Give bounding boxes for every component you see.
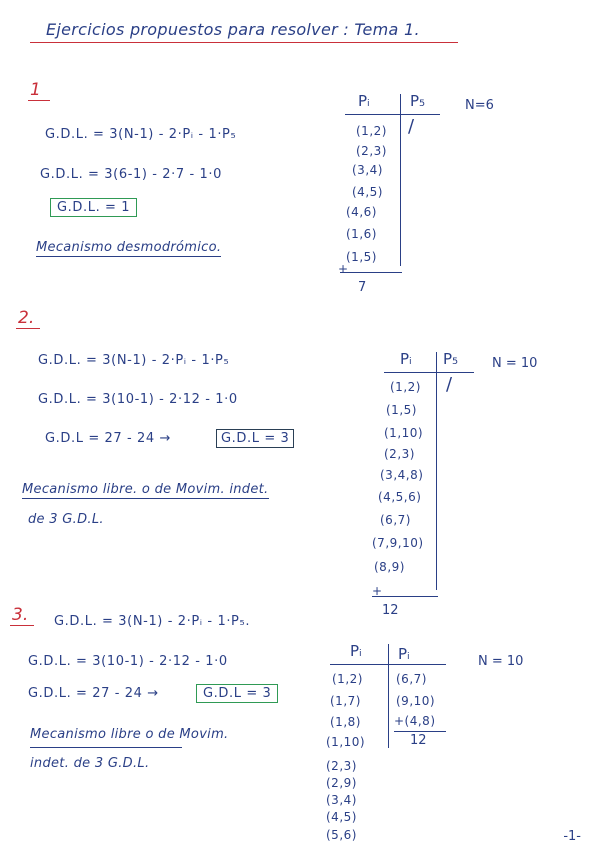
exercise-1-pi-header: Pᵢ [358,92,370,110]
exercise-1-header-rule [345,114,440,115]
exercise-2-pair: (1,5) [386,403,417,417]
exercise-1-pair: (3,4) [352,163,383,177]
exercise-1-number-underline [28,100,50,101]
exercise-2-pair: (6,7) [380,513,411,527]
exercise-2-pair: (4,5,6) [378,490,422,504]
exercise-2-result-box: G.D.L = 3 [216,429,294,448]
exercise-1-number: 1 [30,80,41,100]
page-title: Ejercicios propuestos para resolver : Tema 1. [46,20,420,39]
exercise-3-pair: (1,10) [326,735,366,749]
exercise-2-column-divider [436,352,437,590]
exercise-3-pair: (1,2) [332,672,363,686]
exercise-2-pair: (1,10) [384,426,424,440]
exercise-2-conclusion [22,482,269,497]
exercise-2-ps-mark: / [446,374,453,395]
exercise-1-total: 7 [358,280,367,295]
exercise-1-pair: (2,3) [356,144,387,158]
exercise-3-number-underline [10,625,34,626]
exercise-3-total: 12 [410,733,427,748]
exercise-2-pair: (2,3) [384,447,415,461]
exercise-2-pi-header: Pᵢ [400,350,412,368]
exercise-2-pair: (3,4,8) [380,468,424,482]
exercise-3-result-box: G.D.L = 3 [196,684,278,703]
exercise-3-formula: G.D.L. = 3(N-1) - 2·Pᵢ - 1·P₅. [54,614,251,629]
exercise-2-plus-sign: + [372,584,383,598]
exercise-1-ps-mark: / [408,116,415,137]
exercise-3-pair: (1,8) [330,715,361,729]
exercise-2-conclusion-line-2: de 3 G.D.L. [28,512,104,527]
exercise-2-pair: (1,2) [390,380,421,394]
exercise-2-header-rule [384,372,474,373]
exercise-3-conclusion-underline [30,747,182,748]
exercise-3-subtraction: G.D.L. = 27 - 24 → [28,686,159,701]
exercise-1-ps-header: P₅ [410,92,426,110]
exercise-1-pair: (1,6) [346,227,377,241]
exercise-2-ps-header: P₅ [443,350,459,368]
exercise-3-sum-rule [394,731,446,732]
exercise-3-pair: (9,10) [396,694,436,708]
exercise-2-conclusion-text: Mecanismo libre. o de Movim. indet. [22,482,269,497]
exercise-3-pair: (5,6) [326,828,357,842]
exercise-3-pair: (6,7) [396,672,427,686]
exercise-3-col1-header: Pᵢ [350,642,362,660]
exercise-1-pair: (4,5) [352,185,383,199]
exercise-3-pair: (2,9) [326,776,357,790]
exercise-3-n-value: N = 10 [478,654,524,669]
exercise-1-substitution: G.D.L. = 3(6-1) - 2·7 - 1·0 [40,167,222,182]
page-number: -1- [563,829,581,844]
exercise-2-pair: (7,9,10) [372,536,424,550]
exercise-3-conclusion-line-2: indet. de 3 G.D.L. [30,756,150,771]
exercise-2-subtraction: G.D.L = 27 - 24 → [45,431,172,446]
exercise-3-pair: (3,4) [326,793,357,807]
exercise-3-pair: (2,3) [326,759,357,773]
exercise-3-col2-header: Pᵢ [398,645,410,663]
exercise-1-column-divider [400,94,401,266]
exercise-3-pair: (1,7) [330,694,361,708]
exercise-2-number-underline [16,328,40,329]
exercise-3-column-divider [388,644,389,748]
exercise-1-pair: (4,6) [346,205,377,219]
exercise-1-n-value: N=6 [465,98,494,113]
exercise-3-conclusion: Mecanismo libre o de Movim. [30,727,229,742]
exercise-2-formula: G.D.L. = 3(N-1) - 2·Pᵢ - 1·P₅ [38,353,230,368]
exercise-2-total: 12 [382,603,399,618]
exercise-1-conclusion: Mecanismo desmodrómico. [36,240,222,255]
exercise-1-formula: G.D.L. = 3(N-1) - 2·Pᵢ - 1·P₅ [45,127,237,142]
exercise-2-pair: (8,9) [374,560,405,574]
exercise-3-pair: +(4,8) [394,714,436,728]
exercise-2-substitution: G.D.L. = 3(10-1) - 2·12 - 1·0 [38,392,238,407]
exercise-3-number: 3. [12,605,29,625]
exercise-2-number: 2. [18,308,35,328]
exercise-1-pair: (1,5) [346,250,377,264]
exercise-3-substitution: G.D.L. = 3(10-1) - 2·12 - 1·0 [28,654,228,669]
exercise-1-sum-rule [340,272,402,273]
exercise-2-n-value: N = 10 [492,356,538,371]
exercise-2-sum-rule [372,596,438,597]
exercise-1-pair: (1,2) [356,124,387,138]
title-underline [30,42,458,43]
exercise-3-pair: (4,5) [326,810,357,824]
exercise-1-plus-sign: + [338,262,349,276]
exercise-1-result-box: G.D.L. = 1 [50,198,137,217]
